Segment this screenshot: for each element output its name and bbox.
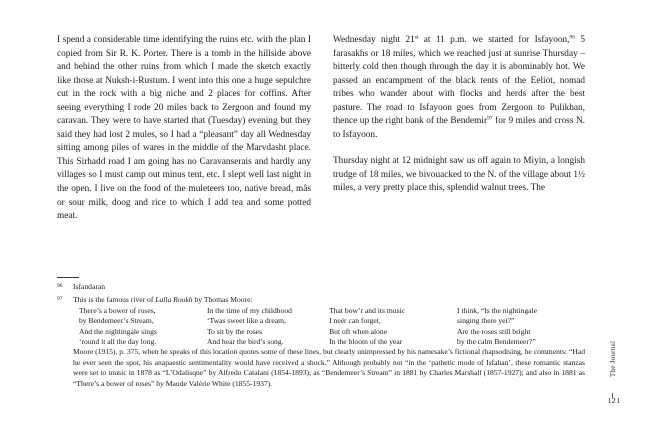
running-head — [606, 329, 620, 389]
footnotes — [57, 282, 585, 389]
poem-stanza-4 — [457, 306, 585, 348]
footnote-96 — [57, 282, 585, 292]
footnote-divider — [57, 277, 79, 278]
poem-stanza-1 — [73, 306, 207, 348]
text-run: Wednesday night 21 — [333, 35, 415, 45]
page-number: 121 — [607, 396, 621, 405]
right-column — [333, 34, 585, 196]
poem-line: ‘Twas sweet like a dream, — [206, 316, 286, 326]
intro-text: by Thomas Moore: — [192, 295, 253, 305]
footnote-body: Moore (1915), p. 375, when he speaks of this location quotes some of these lines, but clearly unimpressed by his namesake’s fictional rhapsodising, he comments: “Had he ever seen the spot, his anapaestic sentimentality would have received a shock.” Although probably not “in the ‘pathetic mode of Isfahan’, these romantic stanzas were set to music in 1878 as “L’Odalisque” by Alfredo Catalani (1854-1893); as “Bendemeer’s Stream” in 1881 by Charles Marshall (1857-1927); and also in 1881 as “There’s a bower of roses” by Maude Valérie White (1855-1937). — [73, 347, 585, 388]
poem-line: Are the roses still bright — [457, 326, 531, 336]
poem-line: singing there yet?” — [457, 316, 515, 326]
poem-line: I neér can forget, — [329, 316, 381, 326]
intro-text: This is the famous river of — [73, 295, 156, 305]
poem-line: There’s a bower of roses, — [79, 305, 156, 315]
text-run: for 9 miles and cross N. to Isfayoon. — [333, 116, 585, 140]
poem-line: But oft when alone — [329, 326, 388, 336]
text-run: 5 farasakhs or 18 miles, which we reached just at sunrise Thursday – bitterly cold then though through the day it is abominably hot. We passed an encampment of the black tents of the Eeliot, nomad tribes who wander about with flocks and herds after the best pasture. The road to Isfayoon goes from Zergoon to Pulikhan, thence up the right bank of the Bendemir — [333, 35, 585, 127]
book-title: Lalla Rookh — [155, 295, 193, 305]
footnote-number: 97 — [57, 296, 63, 303]
poem-line: That bow’r and its music — [329, 305, 406, 315]
footnote-97 — [57, 295, 585, 389]
poem-line: And hear the bird’s song. — [206, 337, 284, 347]
poem-line: To sit by the roses — [206, 326, 263, 336]
footnote-ref-97: 97 — [487, 115, 493, 122]
footnote-number: 96 — [57, 283, 63, 289]
footnote-intro — [73, 295, 585, 305]
left-column — [57, 34, 311, 224]
poem-line: by Bendemeer’s Stream, — [79, 316, 154, 326]
left-paragraph: I spend a considerable time identifying the ruins etc. with the plan I copied from Sir R. K. Porter. There is a tomb in the hillside above and behind the other ruins from which I made the sketch exactly like those at Nuksh-i-Rustum. I went into this one a huge sepulchre cut in the rock with a big niche and 2 places for coffins. After seeing everything I rode 20 miles back to Zergoon and found my caravan. They were to have started that (Tuesday) evening but they said they had lost 2 mules, so I had a “pleasant” day all Wednesday sitting among piles of wares in the middle of the Marvdasht place. This Sirhadd road I am going has no Caravanserais and hardly any villages so I must camp out minus tent, etc. I slept well last night in the open. I live on the food of the muleteers too, native bread, mâs or sour milk, doog and rice to which I add tea and some potted meat. — [57, 35, 311, 222]
poem-stanza-3 — [329, 306, 457, 348]
poem-stanza-2 — [207, 306, 329, 348]
text-run: at 11 p.m. we started for Isfayoon, — [418, 35, 570, 45]
running-head-text: The Journal — [609, 340, 617, 378]
footnote-text: Isfandaran — [73, 282, 106, 291]
poem-quote — [73, 306, 585, 348]
right-paragraph-1 — [333, 34, 585, 142]
poem-line: I think, “Is the nightingale — [457, 305, 537, 315]
poem-line: by the calm Bendemeer?” — [457, 337, 536, 347]
poem-line: And the nightingale sings — [79, 326, 157, 336]
poem-line: In the time of my childhood — [206, 305, 292, 315]
footnote-ref-96: 96 — [569, 34, 575, 41]
poem-line: ‘round it all the day long. — [79, 337, 157, 347]
right-paragraph-2: Thursday night at 12 midnight saw us off again to Miyin, a longish trudge of 18 miles, we bivouacked to the N. of the village about 1½ miles, a very pretty place this, splendid walnut trees. The — [333, 156, 585, 194]
poem-line: In the bloom of the year — [329, 337, 403, 347]
ordinal-suffix: st — [414, 34, 419, 41]
